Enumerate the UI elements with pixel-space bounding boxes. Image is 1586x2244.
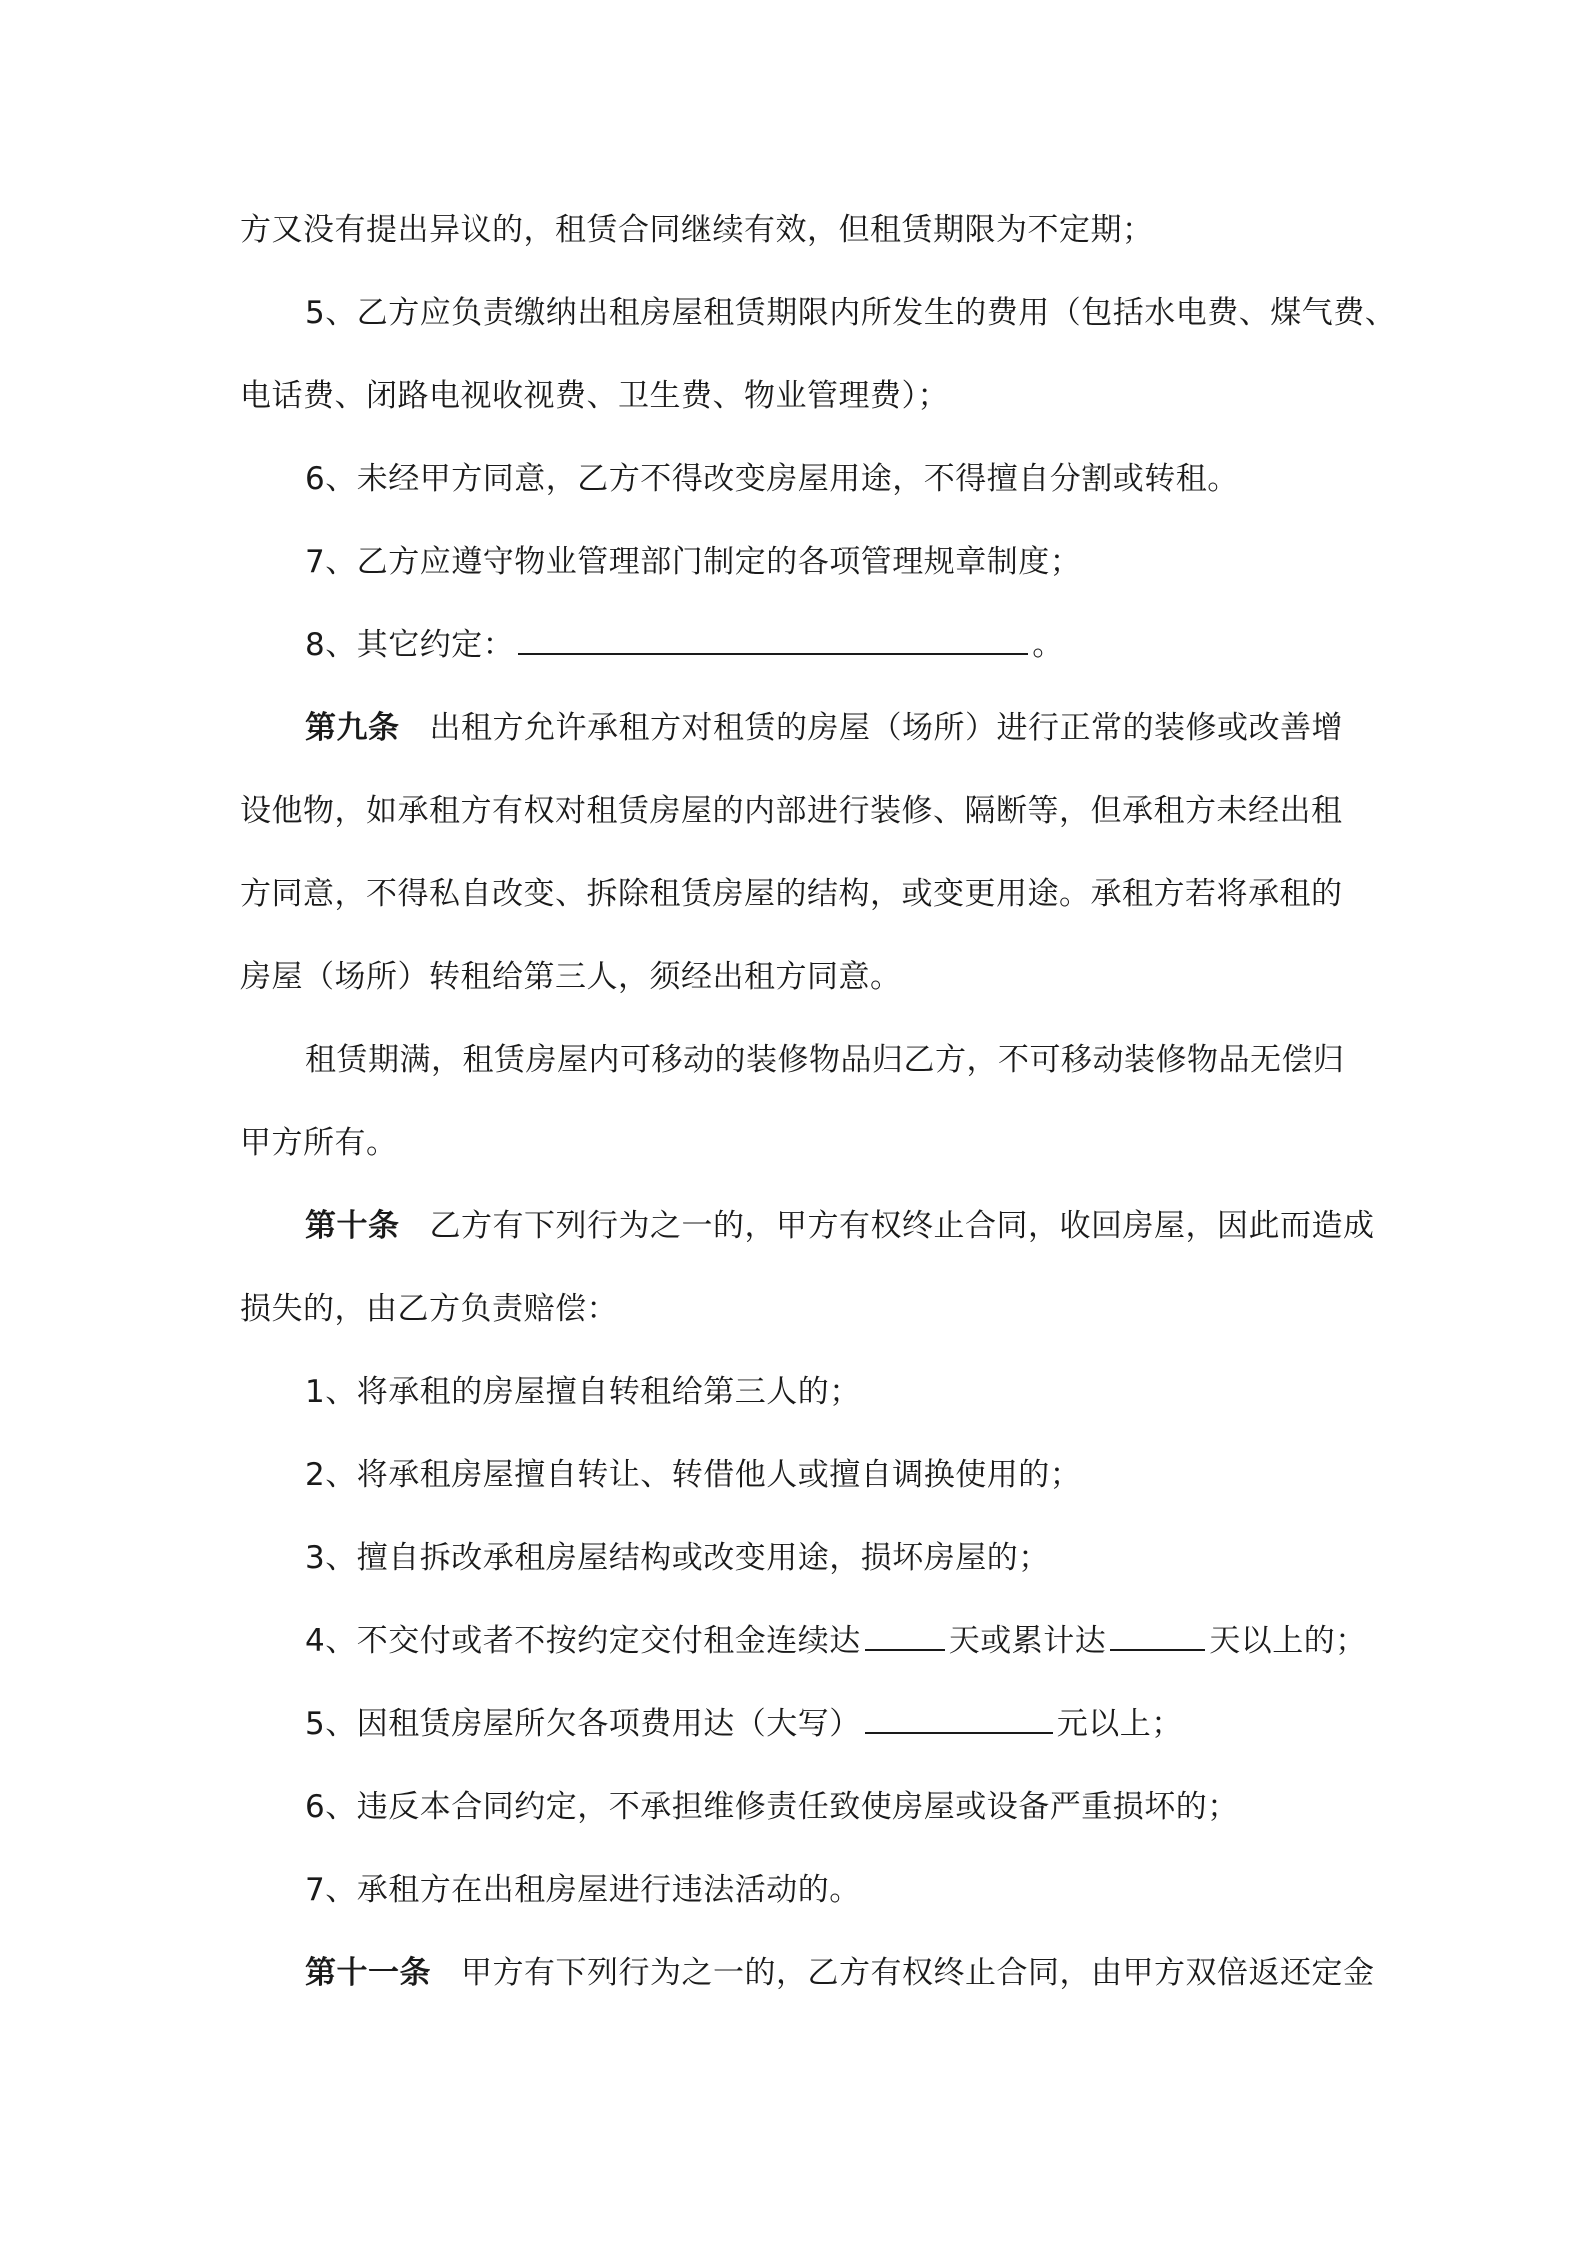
- list-item: 2、将承租房屋擅自转让、转借他人或擅自调换使用的；: [305, 1457, 1082, 1493]
- paragraph-line: 电话费、闭路电视收视费、卫生费、物业管理费）；: [240, 378, 949, 414]
- clause-item-5: 5、乙方应负责缴纳出租房屋租赁期限内所发生的费用（包括水电费、煤气费、: [305, 295, 1397, 331]
- article-11-title: 第十一条: [305, 1955, 431, 1991]
- paragraph-line: 租赁期满，租赁房屋内可移动的装修物品归乙方，不可移动装修物品无偿归: [305, 1042, 1345, 1078]
- clause-item-7: 7、乙方应遵守物业管理部门制定的各项管理规章制度；: [305, 544, 1082, 580]
- paragraph-line: 甲方所有。: [240, 1125, 398, 1161]
- clause-item-8-other-agreement: 8、其它约定： 。: [305, 615, 1064, 675]
- clause-item-6: 6、未经甲方同意，乙方不得改变房屋用途，不得擅自分割或转租。: [305, 461, 1239, 497]
- other-agreement-blank[interactable]: [518, 619, 1028, 655]
- article-9: 第九条 出租方允许承租方对租赁的房屋（场所）进行正常的装修或改善增: [305, 710, 1343, 746]
- paragraph-line: 方又没有提出异议的，租赁合同继续有效，但租赁期限为不定期；: [240, 212, 1154, 248]
- article-11: 第十一条 甲方有下列行为之一的，乙方有权终止合同，由甲方双倍返还定金: [305, 1955, 1375, 1991]
- article-10-title: 第十条: [305, 1208, 400, 1244]
- cumulative-days-blank[interactable]: [1110, 1615, 1205, 1651]
- paragraph-line: 损失的，由乙方负责赔偿：: [240, 1291, 618, 1327]
- article-9-title: 第九条: [305, 710, 400, 746]
- amount-in-words-blank[interactable]: [865, 1698, 1053, 1734]
- list-item: 1、将承租的房屋擅自转租给第三人的；: [305, 1374, 861, 1410]
- paragraph-line: 房屋（场所）转租给第三人，须经出租方同意。: [240, 959, 902, 995]
- consecutive-days-blank[interactable]: [865, 1615, 945, 1651]
- list-item: 7、承租方在出租房屋进行违法活动的。: [305, 1872, 861, 1908]
- list-item: 4、不交付或者不按约定交付租金连续达 天或累计达 天以上的；: [305, 1611, 1367, 1671]
- list-item: 3、擅自拆改承租房屋结构或改变用途，损坏房屋的；: [305, 1540, 1050, 1576]
- list-item: 5、因租赁房屋所欠各项费用达（大写） 元以上；: [305, 1694, 1183, 1754]
- article-10: 第十条 乙方有下列行为之一的，甲方有权终止合同，收回房屋，因此而造成: [305, 1208, 1375, 1244]
- paragraph-line: 方同意，不得私自改变、拆除租赁房屋的结构，或变更用途。承租方若将承租的: [240, 876, 1343, 912]
- paragraph-line: 设他物，如承租方有权对租赁房屋的内部进行装修、隔断等，但承租方未经出租: [240, 793, 1343, 829]
- list-item: 6、违反本合同约定，不承担维修责任致使房屋或设备严重损坏的；: [305, 1789, 1239, 1825]
